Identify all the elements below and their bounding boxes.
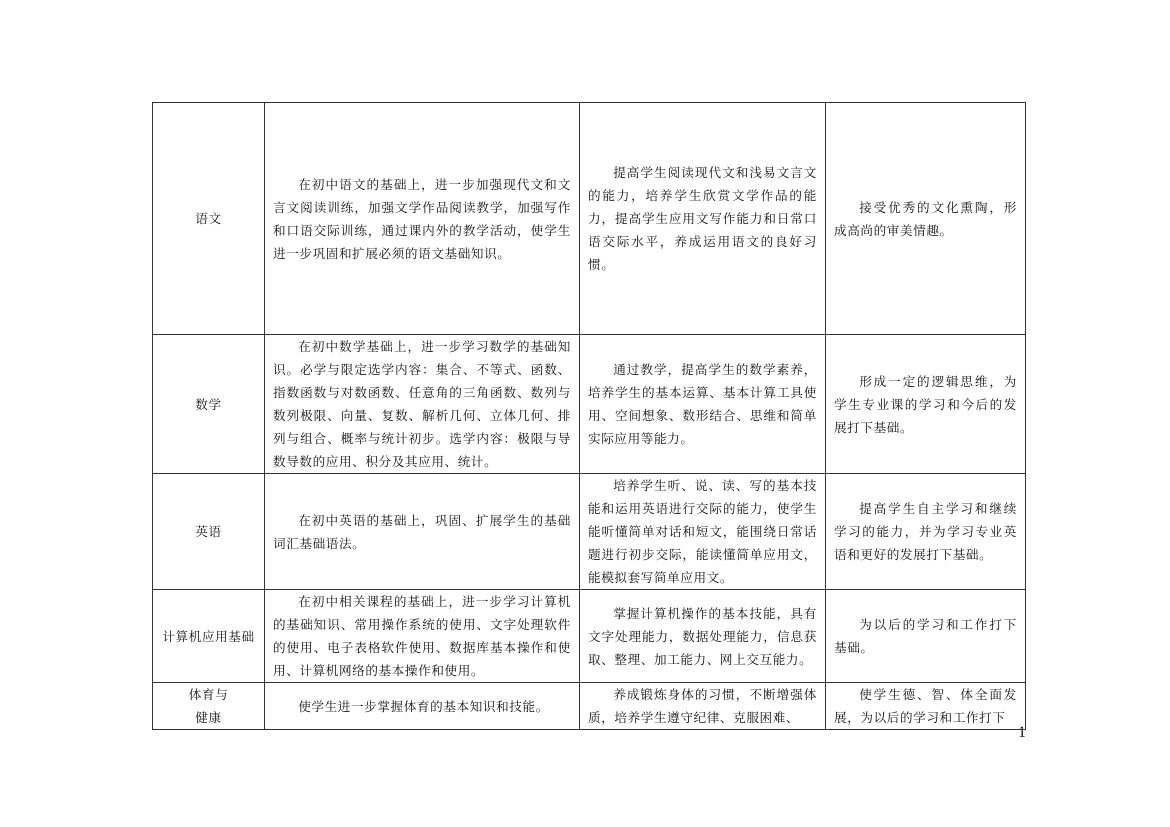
table-row: [153, 590, 1026, 683]
goal-cell: 提高学生自主学习和继续学习的能力，并为学习专业英语和更好的发展打下基础。: [826, 474, 1026, 590]
content-cell: 在初中英语的基础上，巩固、扩展学生的基础词汇基础语法。: [265, 474, 580, 590]
ability-cell: 提高学生阅读现代文和浅易文言文的能力，培养学生欣赏文学作品的能力，提高学生应用文写作能力和日常口语交际水平，养成运用语文的良好习惯。: [580, 103, 826, 335]
subject-cell: 计算机应用基础: [153, 590, 265, 683]
table-row: [153, 103, 1026, 335]
curriculum-table: [152, 102, 1026, 730]
page-number: 1: [1018, 724, 1026, 741]
content-cell: 在初中语文的基础上，进一步加强现代文和文言文阅读训练，加强文学作品阅读教学，加强写作和口语交际训练，通过课内外的教学活动，使学生进一步巩固和扩展必须的语文基础知识。: [265, 103, 580, 335]
subject-cell: 数学: [153, 335, 265, 474]
goal-cell: 为以后的学习和工作打下基础。: [826, 590, 1026, 683]
ability-cell: 通过教学，提高学生的数学素养，培养学生的基本运算、基本计算工具使用、空间想象、数形结合、思维和简单实际应用等能力。: [580, 335, 826, 474]
ability-cell: 掌握计算机操作的基本技能，具有文字处理能力，数据处理能力，信息获取、整理、加工能力、网上交互能力。: [580, 590, 826, 683]
content-cell: 使学生进一步掌握体育的基本知识和技能。: [265, 683, 580, 730]
table-row: [153, 683, 1026, 730]
goal-cell: 形成一定的逻辑思维，为学生专业课的学习和今后的发展打下基础。: [826, 335, 1026, 474]
subject-cell: 体育与 健康: [153, 683, 265, 730]
goal-cell: 使学生德、智、体全面发展，为以后的学习和工作打下: [826, 683, 1026, 730]
subject-cell: 英语: [153, 474, 265, 590]
ability-cell: 培养学生听、说、读、写的基本技能和运用英语进行交际的能力，使学生能听懂简单对话和短文，能围绕日常话题进行初步交际，能读懂简单应用文，能模拟套写简单应用文。: [580, 474, 826, 590]
table-row: [153, 335, 1026, 474]
content-cell: 在初中相关课程的基础上，进一步学习计算机的基础知识、常用操作系统的使用、文字处理软件的使用、电子表格软件使用、数据库基本操作和使用、计算机网络的基本操作和使用。: [265, 590, 580, 683]
subject-cell: 语文: [153, 103, 265, 335]
table-row: [153, 474, 1026, 590]
goal-cell: 接受优秀的文化熏陶，形成高尚的审美情趣。: [826, 103, 1026, 335]
content-cell: 在初中数学基础上，进一步学习数学的基础知识。必学与限定选学内容：集合、不等式、函数、指数函数与对数函数、任意角的三角函数、数列与数列极限、向量、复数、解析几何、立体几何、排列与组合、概率与统计初步。选学内容：极限与导数导数的应用、积分及其应用、统计。: [265, 335, 580, 474]
ability-cell: 养成锻炼身体的习惯，不断增强体质，培养学生遵守纪律、克服困难、: [580, 683, 826, 730]
